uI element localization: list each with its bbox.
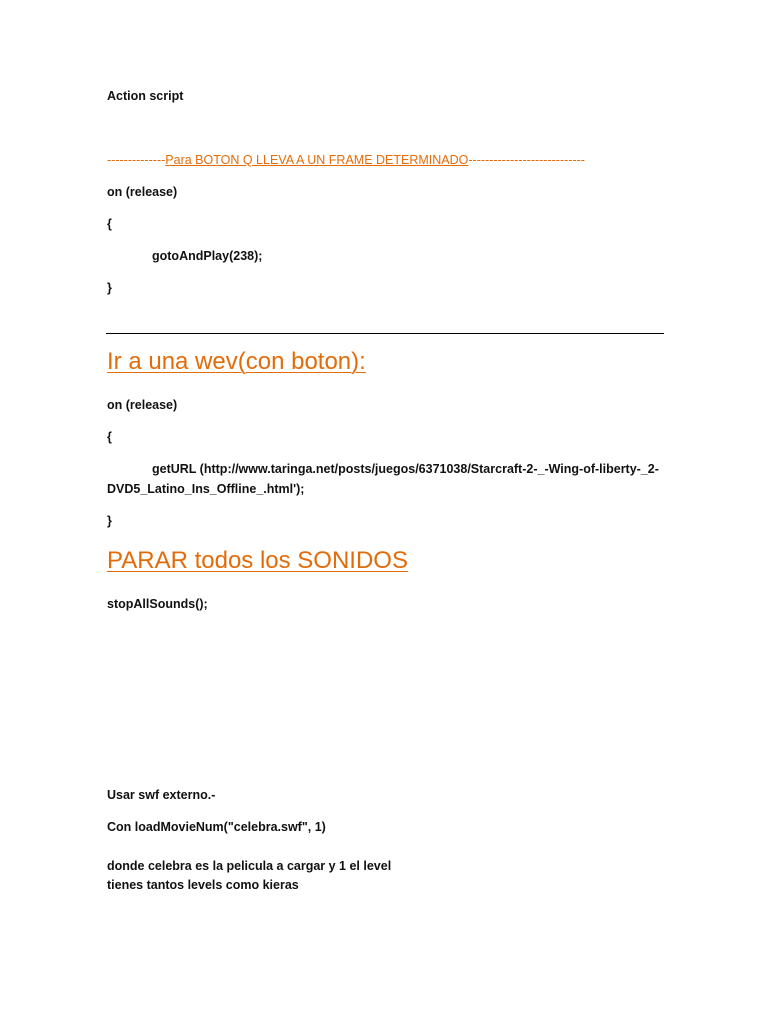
section2-heading: Ir a una wev(con boton):: [107, 348, 366, 375]
code-line: {: [107, 430, 112, 444]
code-line: }: [107, 514, 112, 528]
dash-right: ----------------------------: [468, 153, 585, 167]
code-line: DVD5_Latino_Ins_Offline_.html');: [107, 482, 305, 496]
text-line: donde celebra es la pelicula a cargar y 1 el level: [107, 859, 392, 873]
section1-header-line: [107, 153, 585, 167]
text-line: tienes tantos levels como kieras: [107, 878, 299, 892]
code-line: stopAllSounds();: [107, 597, 208, 611]
text-line: Usar swf externo.-: [107, 788, 216, 802]
code-line: }: [107, 281, 112, 295]
code-line: {: [107, 217, 112, 231]
document-title: Action script: [107, 89, 184, 103]
text-line: Con loadMovieNum("celebra.swf", 1): [107, 820, 326, 834]
code-line: on (release): [107, 398, 178, 412]
dash-left: --------------: [107, 153, 166, 167]
section1-heading-link[interactable]: Para BOTON Q LLEVA A UN FRAME DETERMINADO: [165, 153, 469, 167]
horizontal-rule: [106, 333, 664, 334]
code-line: gotoAndPlay(238);: [152, 249, 263, 263]
section3-heading: PARAR todos los SONIDOS: [107, 547, 408, 574]
code-line: getURL (http://www.taringa.net/posts/juegos/6371038/Starcraft-2-_-Wing-of-liberty-_2-: [152, 462, 659, 476]
code-line: on (release): [107, 185, 178, 199]
